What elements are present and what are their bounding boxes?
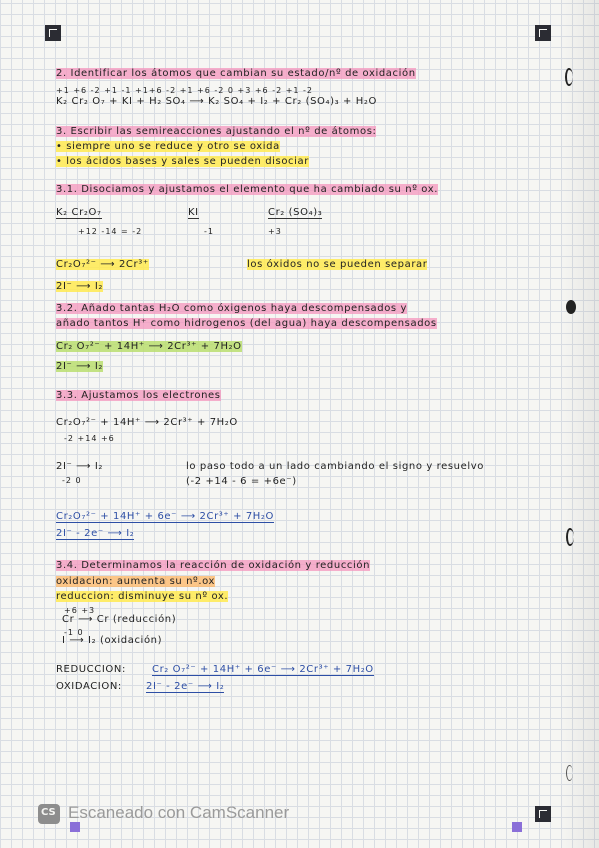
species-dichromate: K₂ Cr₂O₇ bbox=[56, 207, 102, 218]
section2-equation: K₂ Cr₂ O₇ + KI + H₂ SO₄ ⟶ K₂ SO₄ + I₂ + Cr₂ (SO₄)₃ + H₂O bbox=[56, 96, 377, 107]
reduction-example: Cr ⟶ Cr (reducción) bbox=[62, 614, 177, 625]
camscanner-watermark: Escaneado con CamScanner bbox=[68, 803, 290, 822]
corner-marker-top-right bbox=[535, 25, 551, 41]
reduccion-label: REDUCCION: bbox=[56, 664, 126, 675]
binder-hole bbox=[566, 300, 576, 314]
corner-marker-bottom-right bbox=[535, 806, 551, 822]
reduction-definition: reduccion: disminuye su nº ox. bbox=[56, 591, 229, 602]
section32-equation-chromium: Cr₂ O₇²⁻ + 14H⁺ ⟶ 2Cr³⁺ + 7H₂O bbox=[56, 341, 242, 352]
section33-note-line2: (-2 +14 - 6 = +6e⁻) bbox=[186, 476, 297, 487]
section32-equation-iodine: 2I⁻ ⟶ I₂ bbox=[56, 361, 104, 372]
section33-charges-iodine: -2 0 bbox=[62, 476, 82, 485]
section34-title: 3.4. Determinamos la reacción de oxidación y reducción bbox=[56, 560, 371, 571]
calc-ki: -1 bbox=[204, 227, 214, 236]
oxidacion-label: OXIDACION: bbox=[56, 681, 122, 692]
oxidacion-equation: 2I⁻ - 2e⁻ ⟶ I₂ bbox=[146, 681, 225, 692]
section3-bullet-1: • siempre uno se reduce y otro se oxida bbox=[56, 141, 280, 152]
corner-marker-top-left bbox=[45, 25, 61, 41]
species-ki: KI bbox=[188, 207, 199, 218]
purple-marker-left bbox=[70, 822, 80, 832]
oxidation-example: I ⟶ I₂ (oxidación) bbox=[62, 635, 163, 646]
section33-equation-chromium: Cr₂O₇²⁻ + 14H⁺ ⟶ 2Cr³⁺ + 7H₂O bbox=[56, 417, 238, 428]
section33-note-line1: lo paso todo a un lado cambiando el signo y resuelvo bbox=[186, 461, 484, 472]
species-chromium-sulfate: Cr₂ (SO₄)₃ bbox=[268, 207, 323, 218]
half-reaction-iodine: 2I⁻ ⟶ I₂ bbox=[56, 281, 104, 292]
purple-marker-right bbox=[512, 822, 522, 832]
section33-charges-chromium: -2 +14 +6 bbox=[64, 434, 115, 443]
camscanner-logo-icon bbox=[38, 804, 60, 824]
reduccion-equation: Cr₂ O₇²⁻ + 14H⁺ + 6e⁻ ⟶ 2Cr³⁺ + 7H₂O bbox=[152, 664, 374, 675]
oxidation-example-superscripts: -1 0 bbox=[64, 628, 84, 637]
section2-title: 2. Identificar los átomos que cambian su estado/nº de oxidación bbox=[56, 68, 416, 79]
section31-title: 3.1. Disociamos y ajustamos el elemento que ha cambiado su nº ox. bbox=[56, 184, 438, 195]
section33-title: 3.3. Ajustamos los electrones bbox=[56, 390, 221, 401]
section33-result-iodine: 2I⁻ - 2e⁻ ⟶ I₂ bbox=[56, 528, 135, 539]
section32-title-line1: 3.2. Añado tantas H₂O como óxigenos haya descompensados y bbox=[56, 303, 408, 314]
section2-oxidation-states: +1 +6 -2 +1 -1 +1+6 -2 +1 +6 -2 0 +3 +6 -2 +1 -2 bbox=[56, 86, 314, 95]
half-reaction-chromium: Cr₂O₇²⁻ ⟶ 2Cr³⁺ bbox=[56, 259, 149, 270]
reduction-example-superscripts: +6 +3 bbox=[64, 606, 96, 615]
binder-hole bbox=[565, 68, 573, 86]
section32-title-line2: añado tantos H⁺ como hidrogenos (del agua) haya descompensados bbox=[56, 318, 437, 329]
oxides-note: los óxidos no se pueden separar bbox=[247, 259, 428, 270]
section3-title: 3. Escribir las semireacciones ajustando el nº de átomos: bbox=[56, 126, 377, 137]
binder-hole bbox=[566, 765, 573, 781]
section33-equation-iodine: 2I⁻ ⟶ I₂ bbox=[56, 461, 104, 472]
oxidation-definition: oxidacion: aumenta su nº.ox bbox=[56, 576, 216, 587]
binder-hole bbox=[566, 528, 574, 546]
section33-result-chromium: Cr₂O₇²⁻ + 14H⁺ + 6e⁻ ⟶ 2Cr³⁺ + 7H₂O bbox=[56, 511, 274, 522]
page-edge-shadow bbox=[559, 0, 599, 848]
section3-bullet-2: • los ácidos bases y sales se pueden disociar bbox=[56, 156, 309, 167]
calc-chromium: +3 bbox=[268, 227, 282, 236]
calc-dichromate: +12 -14 = -2 bbox=[78, 227, 143, 236]
